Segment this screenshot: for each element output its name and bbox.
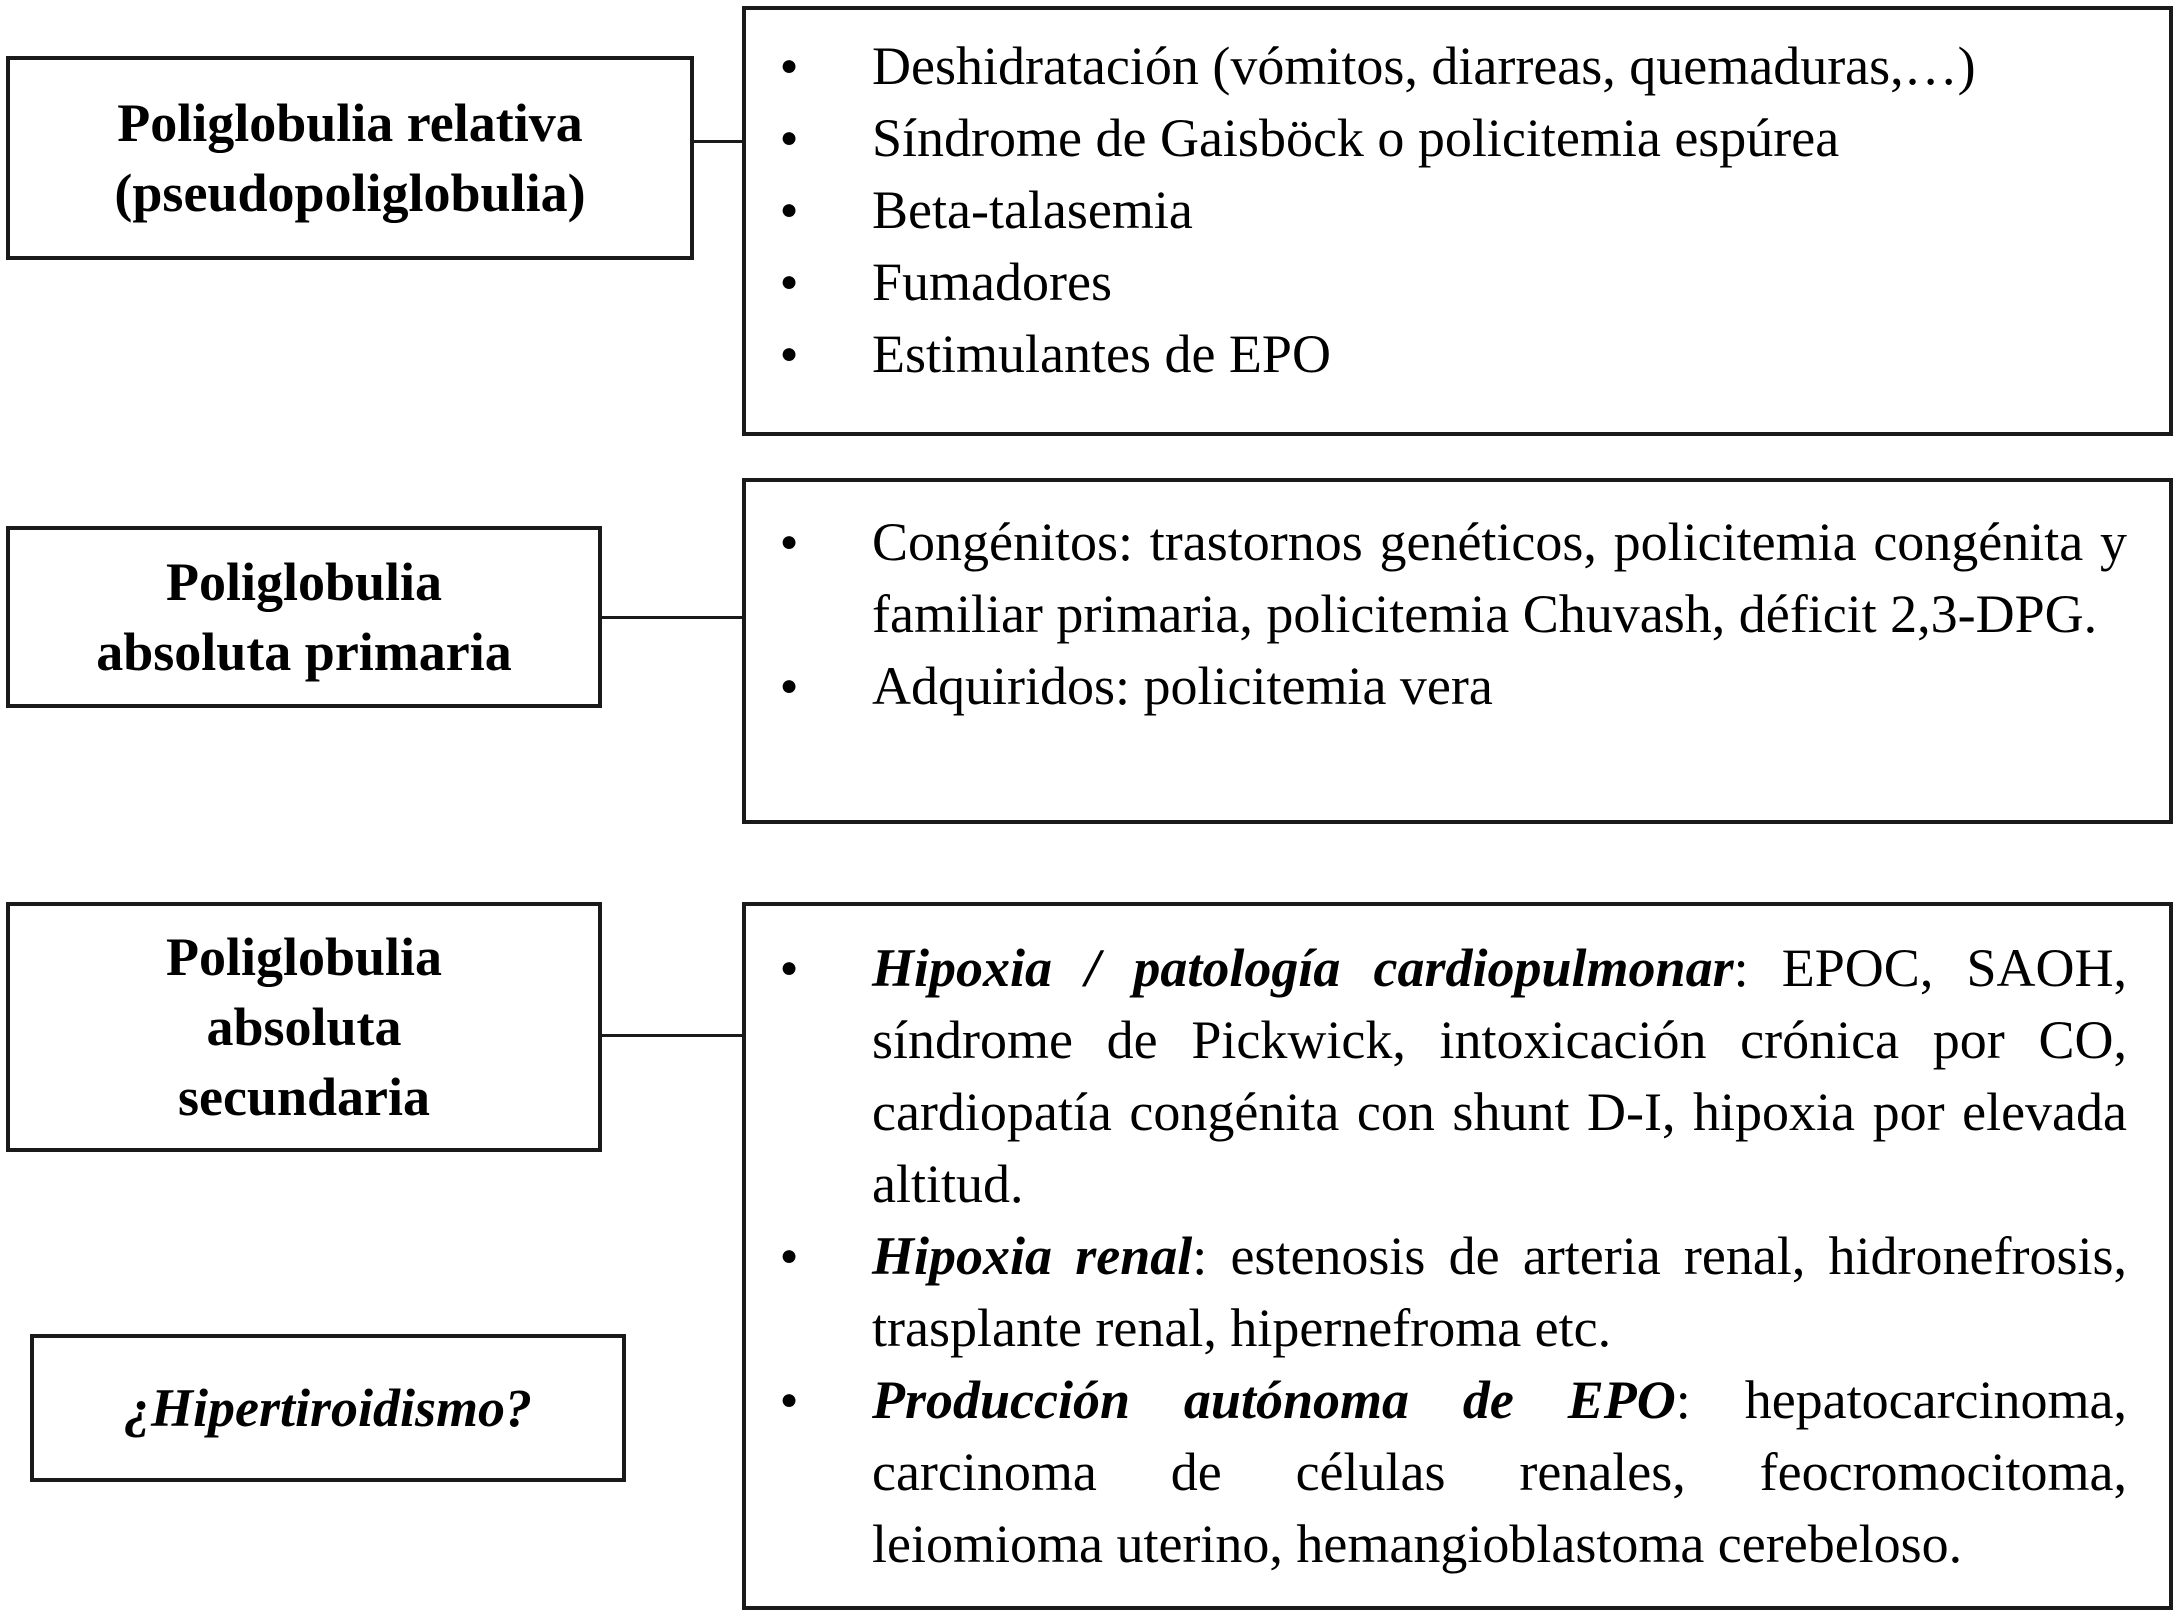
category-label-primary: Poliglobulia absoluta primaria xyxy=(96,552,512,682)
connector-relative xyxy=(694,140,742,143)
list-item-term: Hipoxia renal xyxy=(872,1226,1193,1286)
causes-box-relative xyxy=(742,6,2173,436)
list-item: ● Estimulantes de EPO xyxy=(872,318,2127,390)
category-box-hyperthyroidism xyxy=(30,1334,626,1482)
causes-list-secondary xyxy=(746,906,2169,1580)
list-item: ● Fumadores xyxy=(872,246,2127,318)
category-label-hyperthyroidism: ¿Hipertiroidismo? xyxy=(123,1378,533,1438)
list-item: ● Adquiridos: policitemia vera xyxy=(872,650,2127,722)
list-item: ● Deshidratación (vómitos, diarreas, quemaduras,…) xyxy=(872,30,2127,102)
list-item: ● Síndrome de Gaisböck o policitemia espúrea xyxy=(872,102,2127,174)
causes-box-secondary xyxy=(742,902,2173,1610)
connector-secondary xyxy=(602,1034,742,1037)
list-item xyxy=(872,1220,2127,1364)
causes-box-primary xyxy=(742,478,2173,824)
causes-list-relative xyxy=(746,10,2169,390)
category-label-relative: Poliglobulia relativa (pseudopoliglobulia) xyxy=(114,93,586,223)
list-item-text: : estenosis de arteria renal, hidronefrosis, trasplante renal, hipernefroma etc. xyxy=(872,1226,2128,1358)
list-item xyxy=(872,932,2127,1220)
causes-list-primary xyxy=(746,482,2169,722)
category-box-primary xyxy=(6,526,602,708)
list-item-text: : EPOC, SAOH, síndrome de Pickwick, intoxicación crónica por CO, cardiopatía congénita con shunt D-I, hipoxia por elevada altitud. xyxy=(872,938,2128,1214)
list-item-term: Producción autónoma de EPO xyxy=(872,1370,1676,1430)
category-label-secondary: Poliglobulia absoluta secundaria xyxy=(165,927,443,1127)
connector-primary xyxy=(602,616,742,619)
category-box-relative xyxy=(6,56,694,260)
list-item: ● Beta-talasemia xyxy=(872,174,2127,246)
list-item xyxy=(872,1364,2127,1580)
category-box-secondary xyxy=(6,902,602,1152)
list-item-term: Hipoxia / patología cardiopulmonar xyxy=(872,938,1734,998)
list-item: ● Congénitos: trastornos genéticos, policitemia congénita y familiar primaria, policitemia Chuvash, déficit 2,3-DPG. xyxy=(872,506,2127,650)
list-item-text: : hepatocarcinoma, carcinoma de células renales, feocromocitoma, leiomioma uterino, hemangioblastoma cerebeloso. xyxy=(872,1370,2127,1574)
